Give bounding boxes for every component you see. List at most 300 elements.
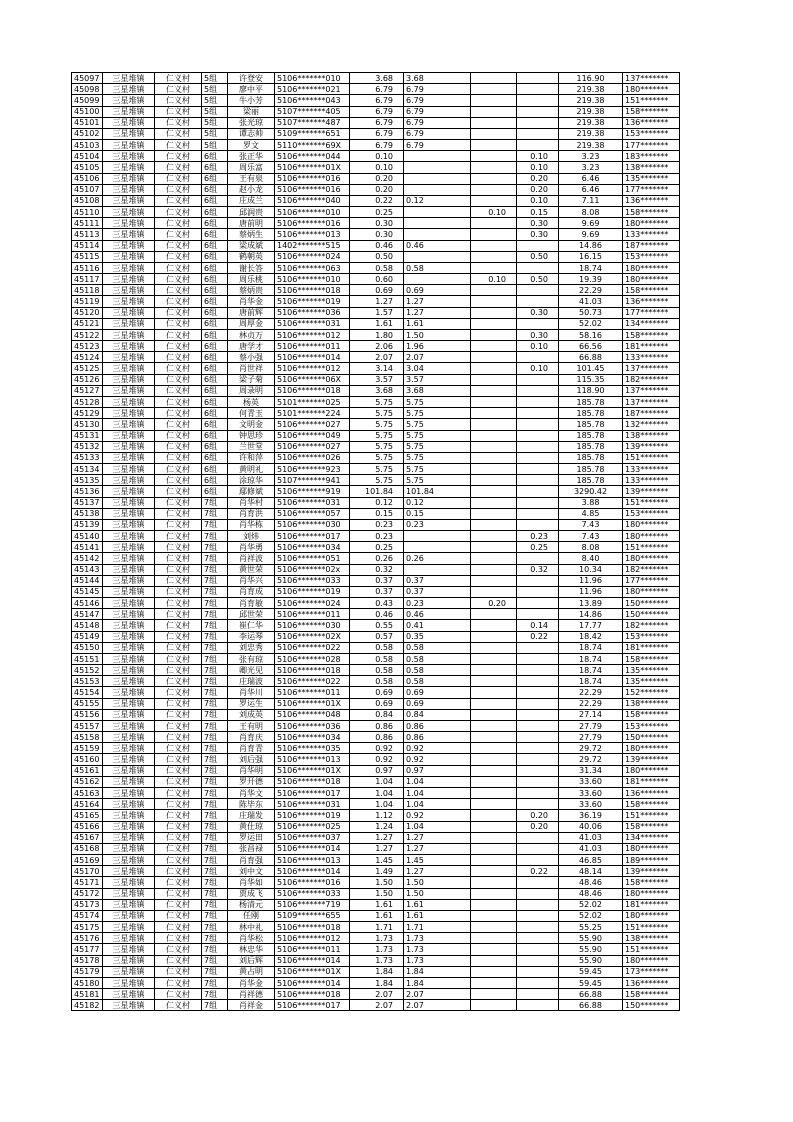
area-b-cell: [471, 352, 517, 363]
table-row: [72, 117, 680, 128]
area-c-cell: [517, 553, 559, 564]
name-cell: 唐学才: [228, 341, 275, 352]
record-no-cell: 45148: [72, 620, 103, 631]
amount-cell: 66.88: [559, 352, 623, 363]
name-cell: 肖育敏: [228, 598, 275, 609]
town-cell: 三星堆镇: [103, 151, 155, 162]
area-c-cell: [517, 933, 559, 944]
record-no-cell: 45155: [72, 698, 103, 709]
area-b-cell: [471, 910, 517, 921]
area-c-cell: [517, 497, 559, 508]
phone-cell: 180*******: [623, 531, 680, 542]
name-cell: 谢长答: [228, 262, 275, 273]
id-number-cell: 5106*******030: [275, 620, 350, 631]
table-row: [72, 933, 680, 944]
phone-cell: 135*******: [623, 676, 680, 687]
village-cell: 仁义村: [155, 564, 202, 575]
record-no-cell: 45134: [72, 464, 103, 475]
phone-cell: 180*******: [623, 84, 680, 95]
id-number-cell: 5106*******018: [275, 285, 350, 296]
amount-cell: 219.38: [559, 95, 623, 106]
table-row: [72, 642, 680, 653]
village-cell: 仁义村: [155, 832, 202, 843]
phone-cell: 187*******: [623, 240, 680, 251]
area-a-cell: 1.73: [404, 955, 471, 966]
id-number-cell: 5106*******022: [275, 642, 350, 653]
total-area-cell: 0.69: [350, 698, 404, 709]
area-a-cell: 0.26: [404, 553, 471, 564]
name-cell: 肖育强: [228, 855, 275, 866]
name-cell: 崔仁华: [228, 620, 275, 631]
amount-cell: 3.88: [559, 497, 623, 508]
town-cell: 三星堆镇: [103, 352, 155, 363]
name-cell: 王有泉: [228, 173, 275, 184]
village-cell: 仁义村: [155, 84, 202, 95]
name-cell: 刘忠秀: [228, 642, 275, 653]
area-a-cell: 5.75: [404, 408, 471, 419]
phone-cell: 152*******: [623, 687, 680, 698]
village-cell: 仁义村: [155, 754, 202, 765]
area-b-cell: [471, 307, 517, 318]
total-area-cell: 0.30: [350, 218, 404, 229]
phone-cell: 151*******: [623, 95, 680, 106]
id-number-cell: 5106*******014: [275, 955, 350, 966]
id-number-cell: 5106*******034: [275, 732, 350, 743]
id-number-cell: 5107*******487: [275, 117, 350, 128]
amount-cell: 17.77: [559, 620, 623, 631]
area-b-cell: [471, 218, 517, 229]
town-cell: 三星堆镇: [103, 866, 155, 877]
record-no-cell: 45167: [72, 832, 103, 843]
total-area-cell: 101.84: [350, 486, 404, 497]
table-row: [72, 877, 680, 888]
amount-cell: 3.23: [559, 162, 623, 173]
area-b-cell: 0.20: [471, 598, 517, 609]
record-no-cell: 45114: [72, 240, 103, 251]
record-no-cell: 45145: [72, 586, 103, 597]
id-number-cell: 5106*******01X: [275, 698, 350, 709]
amount-cell: 33.60: [559, 799, 623, 810]
town-cell: 三星堆镇: [103, 519, 155, 530]
group-cell: 7组: [202, 989, 228, 1000]
town-cell: 三星堆镇: [103, 452, 155, 463]
area-b-cell: [471, 84, 517, 95]
name-cell: 肖华金: [228, 977, 275, 988]
phone-cell: 158*******: [623, 653, 680, 664]
record-no-cell: 45098: [72, 84, 103, 95]
total-area-cell: 1.49: [350, 866, 404, 877]
amount-cell: 18.74: [559, 262, 623, 273]
area-c-cell: 0.30: [517, 218, 559, 229]
area-b-cell: [471, 95, 517, 106]
record-no-cell: 45107: [72, 184, 103, 195]
area-c-cell: [517, 385, 559, 396]
id-number-cell: 5106*******06X: [275, 374, 350, 385]
area-a-cell: [404, 564, 471, 575]
village-cell: 仁义村: [155, 922, 202, 933]
amount-cell: 22.29: [559, 687, 623, 698]
total-area-cell: 6.79: [350, 95, 404, 106]
id-number-cell: 5106*******043: [275, 95, 350, 106]
area-a-cell: 0.86: [404, 720, 471, 731]
record-no-cell: 45157: [72, 720, 103, 731]
area-a-cell: 6.79: [404, 84, 471, 95]
town-cell: 三星堆镇: [103, 106, 155, 117]
town-cell: 三星堆镇: [103, 508, 155, 519]
group-cell: 5组: [202, 117, 228, 128]
record-no-cell: 45121: [72, 318, 103, 329]
record-no-cell: 45108: [72, 195, 103, 206]
town-cell: 三星堆镇: [103, 620, 155, 631]
record-no-cell: 45118: [72, 285, 103, 296]
town-cell: 三星堆镇: [103, 531, 155, 542]
id-number-cell: 5106*******021: [275, 84, 350, 95]
name-cell: 梁丽: [228, 106, 275, 117]
group-cell: 7组: [202, 788, 228, 799]
area-a-cell: 5.75: [404, 464, 471, 475]
group-cell: 7组: [202, 754, 228, 765]
total-area-cell: 1.04: [350, 776, 404, 787]
total-area-cell: 5.75: [350, 475, 404, 486]
table-row: [72, 720, 680, 731]
group-cell: 7组: [202, 877, 228, 888]
area-a-cell: 1.27: [404, 843, 471, 854]
village-cell: 仁义村: [155, 452, 202, 463]
area-c-cell: 0.10: [517, 162, 559, 173]
phone-cell: 135*******: [623, 665, 680, 676]
town-cell: 三星堆镇: [103, 430, 155, 441]
id-number-cell: 5106*******049: [275, 430, 350, 441]
area-a-cell: 0.58: [404, 642, 471, 653]
total-area-cell: 0.86: [350, 732, 404, 743]
amount-cell: 185.78: [559, 452, 623, 463]
village-cell: 仁义村: [155, 866, 202, 877]
amount-cell: 55.90: [559, 955, 623, 966]
village-cell: 仁义村: [155, 542, 202, 553]
phone-cell: 173*******: [623, 966, 680, 977]
area-a-cell: 5.75: [404, 396, 471, 407]
phone-cell: 151*******: [623, 542, 680, 553]
town-cell: 三星堆镇: [103, 419, 155, 430]
phone-cell: 150*******: [623, 1000, 680, 1011]
town-cell: 三星堆镇: [103, 475, 155, 486]
total-area-cell: 0.58: [350, 665, 404, 676]
total-area-cell: 0.23: [350, 531, 404, 542]
area-a-cell: 0.46: [404, 609, 471, 620]
phone-cell: 180*******: [623, 743, 680, 754]
record-no-cell: 45133: [72, 452, 103, 463]
name-cell: 张正华: [228, 151, 275, 162]
area-c-cell: 0.50: [517, 274, 559, 285]
table-row: [72, 653, 680, 664]
group-cell: 6组: [202, 486, 228, 497]
village-cell: 仁义村: [155, 419, 202, 430]
village-cell: 仁义村: [155, 843, 202, 854]
amount-cell: 14.86: [559, 240, 623, 251]
town-cell: 三星堆镇: [103, 229, 155, 240]
table-row: [72, 229, 680, 240]
group-cell: 6组: [202, 441, 228, 452]
group-cell: 7组: [202, 910, 228, 921]
town-cell: 三星堆镇: [103, 497, 155, 508]
amount-cell: 11.96: [559, 586, 623, 597]
village-cell: 仁义村: [155, 475, 202, 486]
town-cell: 三星堆镇: [103, 207, 155, 218]
id-number-cell: 5106*******018: [275, 385, 350, 396]
town-cell: 三星堆镇: [103, 821, 155, 832]
name-cell: 张有琼: [228, 653, 275, 664]
village-cell: 仁义村: [155, 329, 202, 340]
village-cell: 仁义村: [155, 788, 202, 799]
group-cell: 6组: [202, 207, 228, 218]
id-number-cell: 5106*******923: [275, 464, 350, 475]
record-no-cell: 45122: [72, 329, 103, 340]
amount-cell: 52.02: [559, 910, 623, 921]
area-b-cell: [471, 933, 517, 944]
area-a-cell: 1.27: [404, 296, 471, 307]
town-cell: 三星堆镇: [103, 195, 155, 206]
name-cell: 张昌禄: [228, 843, 275, 854]
record-no-cell: 45170: [72, 866, 103, 877]
area-b-cell: [471, 240, 517, 251]
town-cell: 三星堆镇: [103, 374, 155, 385]
total-area-cell: 6.79: [350, 140, 404, 151]
name-cell: 黄占明: [228, 966, 275, 977]
group-cell: 5组: [202, 84, 228, 95]
village-cell: 仁义村: [155, 519, 202, 530]
area-b-cell: [471, 486, 517, 497]
area-a-cell: 1.61: [404, 318, 471, 329]
town-cell: 三星堆镇: [103, 318, 155, 329]
record-no-cell: 45124: [72, 352, 103, 363]
village-cell: 仁义村: [155, 341, 202, 352]
total-area-cell: 1.24: [350, 821, 404, 832]
phone-cell: 153*******: [623, 631, 680, 642]
amount-cell: 185.78: [559, 396, 623, 407]
name-cell: 肖华金: [228, 296, 275, 307]
area-a-cell: 6.79: [404, 128, 471, 139]
area-b-cell: [471, 262, 517, 273]
area-b-cell: [471, 653, 517, 664]
record-no-cell: 45172: [72, 888, 103, 899]
id-number-cell: 5106*******016: [275, 184, 350, 195]
record-no-cell: 45180: [72, 977, 103, 988]
area-c-cell: 0.20: [517, 173, 559, 184]
group-cell: 7组: [202, 810, 228, 821]
name-cell: 罗开德: [228, 776, 275, 787]
table-row: [72, 843, 680, 854]
amount-cell: 55.90: [559, 944, 623, 955]
area-c-cell: [517, 676, 559, 687]
area-a-cell: [404, 542, 471, 553]
phone-cell: 182*******: [623, 374, 680, 385]
amount-cell: 48.14: [559, 866, 623, 877]
record-no-cell: 45161: [72, 765, 103, 776]
amount-cell: 16.15: [559, 251, 623, 262]
village-cell: 仁义村: [155, 285, 202, 296]
group-cell: 7组: [202, 866, 228, 877]
id-number-cell: 5106*******014: [275, 866, 350, 877]
village-cell: 仁义村: [155, 586, 202, 597]
name-cell: 唐前辉: [228, 307, 275, 318]
area-a-cell: [404, 229, 471, 240]
phone-cell: 177*******: [623, 307, 680, 318]
record-no-cell: 45137: [72, 497, 103, 508]
id-number-cell: 5106*******036: [275, 307, 350, 318]
group-cell: 6组: [202, 430, 228, 441]
table-row: [72, 419, 680, 430]
area-b-cell: [471, 452, 517, 463]
name-cell: 刘炜: [228, 531, 275, 542]
total-area-cell: 1.61: [350, 910, 404, 921]
name-cell: 鄢修斌: [228, 486, 275, 497]
phone-cell: 177*******: [623, 575, 680, 586]
table-row: [72, 162, 680, 173]
group-cell: 7组: [202, 776, 228, 787]
group-cell: 7组: [202, 765, 228, 776]
village-cell: 仁义村: [155, 508, 202, 519]
town-cell: 三星堆镇: [103, 855, 155, 866]
id-number-cell: 5106*******012: [275, 933, 350, 944]
total-area-cell: 0.58: [350, 262, 404, 273]
group-cell: 6组: [202, 218, 228, 229]
area-c-cell: 0.25: [517, 542, 559, 553]
area-a-cell: 1.84: [404, 977, 471, 988]
total-area-cell: 1.50: [350, 877, 404, 888]
town-cell: 三星堆镇: [103, 709, 155, 720]
area-a-cell: 6.79: [404, 140, 471, 151]
town-cell: 三星堆镇: [103, 73, 155, 84]
table-row: [72, 709, 680, 720]
town-cell: 三星堆镇: [103, 687, 155, 698]
phone-cell: 137*******: [623, 385, 680, 396]
group-cell: 7组: [202, 720, 228, 731]
id-number-cell: 5106*******02x: [275, 564, 350, 575]
village-cell: 仁义村: [155, 229, 202, 240]
area-c-cell: 0.22: [517, 866, 559, 877]
name-cell: 肖育洪: [228, 508, 275, 519]
area-a-cell: [404, 184, 471, 195]
village-cell: 仁义村: [155, 698, 202, 709]
area-a-cell: 0.15: [404, 508, 471, 519]
id-number-cell: 5107*******941: [275, 475, 350, 486]
name-cell: 庄成兰: [228, 195, 275, 206]
area-b-cell: [471, 195, 517, 206]
record-no-cell: 45129: [72, 408, 103, 419]
id-number-cell: 5106*******016: [275, 173, 350, 184]
amount-cell: 185.78: [559, 464, 623, 475]
total-area-cell: 0.58: [350, 642, 404, 653]
area-b-cell: [471, 73, 517, 84]
town-cell: 三星堆镇: [103, 173, 155, 184]
group-cell: 7组: [202, 676, 228, 687]
name-cell: 肖祥德: [228, 989, 275, 1000]
record-no-cell: 45100: [72, 106, 103, 117]
area-b-cell: [471, 832, 517, 843]
table-row: [72, 184, 680, 195]
name-cell: 肖育青: [228, 743, 275, 754]
name-cell: 鹤朝英: [228, 251, 275, 262]
phone-cell: 158*******: [623, 799, 680, 810]
village-cell: 仁义村: [155, 810, 202, 821]
area-b-cell: [471, 676, 517, 687]
name-cell: 肖育庆: [228, 732, 275, 743]
amount-cell: 55.90: [559, 933, 623, 944]
id-number-cell: 5106*******013: [275, 229, 350, 240]
group-cell: 6组: [202, 329, 228, 340]
record-no-cell: 45125: [72, 363, 103, 374]
group-cell: 6组: [202, 352, 228, 363]
table-row: [72, 888, 680, 899]
phone-cell: 181*******: [623, 776, 680, 787]
total-area-cell: 0.60: [350, 274, 404, 285]
record-no-cell: 45158: [72, 732, 103, 743]
table-row: [72, 497, 680, 508]
area-c-cell: [517, 687, 559, 698]
amount-cell: 7.11: [559, 195, 623, 206]
id-number-cell: 5106*******048: [275, 709, 350, 720]
area-b-cell: [471, 128, 517, 139]
table-row: [72, 955, 680, 966]
total-area-cell: 1.61: [350, 318, 404, 329]
area-a-cell: 0.69: [404, 285, 471, 296]
area-a-cell: [404, 207, 471, 218]
group-cell: 7组: [202, 1000, 228, 1011]
total-area-cell: 1.50: [350, 888, 404, 899]
area-c-cell: [517, 698, 559, 709]
town-cell: 三星堆镇: [103, 441, 155, 452]
area-b-cell: [471, 776, 517, 787]
record-no-cell: 45101: [72, 117, 103, 128]
name-cell: 黄明礼: [228, 464, 275, 475]
table-row: [72, 195, 680, 206]
record-no-cell: 45138: [72, 508, 103, 519]
record-no-cell: 45159: [72, 743, 103, 754]
id-number-cell: 5110*******69X: [275, 140, 350, 151]
group-cell: 7组: [202, 966, 228, 977]
phone-cell: 137*******: [623, 73, 680, 84]
phone-cell: 151*******: [623, 452, 680, 463]
area-c-cell: 0.30: [517, 229, 559, 240]
area-a-cell: 0.58: [404, 665, 471, 676]
village-cell: 仁义村: [155, 743, 202, 754]
table-row: [72, 765, 680, 776]
area-c-cell: 0.23: [517, 531, 559, 542]
table-row: [72, 989, 680, 1000]
record-no-cell: 45144: [72, 575, 103, 586]
id-number-cell: 5106*******014: [275, 977, 350, 988]
phone-cell: 158*******: [623, 329, 680, 340]
total-area-cell: 5.75: [350, 464, 404, 475]
area-b-cell: [471, 140, 517, 151]
total-area-cell: 2.06: [350, 341, 404, 352]
phone-cell: 151*******: [623, 922, 680, 933]
name-cell: 贾成飞: [228, 888, 275, 899]
name-cell: 李运琴: [228, 631, 275, 642]
amount-cell: 4.85: [559, 508, 623, 519]
area-c-cell: 0.32: [517, 564, 559, 575]
table-row: [72, 475, 680, 486]
village-cell: 仁义村: [155, 140, 202, 151]
area-b-cell: [471, 843, 517, 854]
amount-cell: 115.35: [559, 374, 623, 385]
village-cell: 仁义村: [155, 676, 202, 687]
table-row: [72, 866, 680, 877]
amount-cell: 185.78: [559, 441, 623, 452]
id-number-cell: 5106*******011: [275, 341, 350, 352]
table-row: [72, 318, 680, 329]
area-c-cell: [517, 486, 559, 497]
